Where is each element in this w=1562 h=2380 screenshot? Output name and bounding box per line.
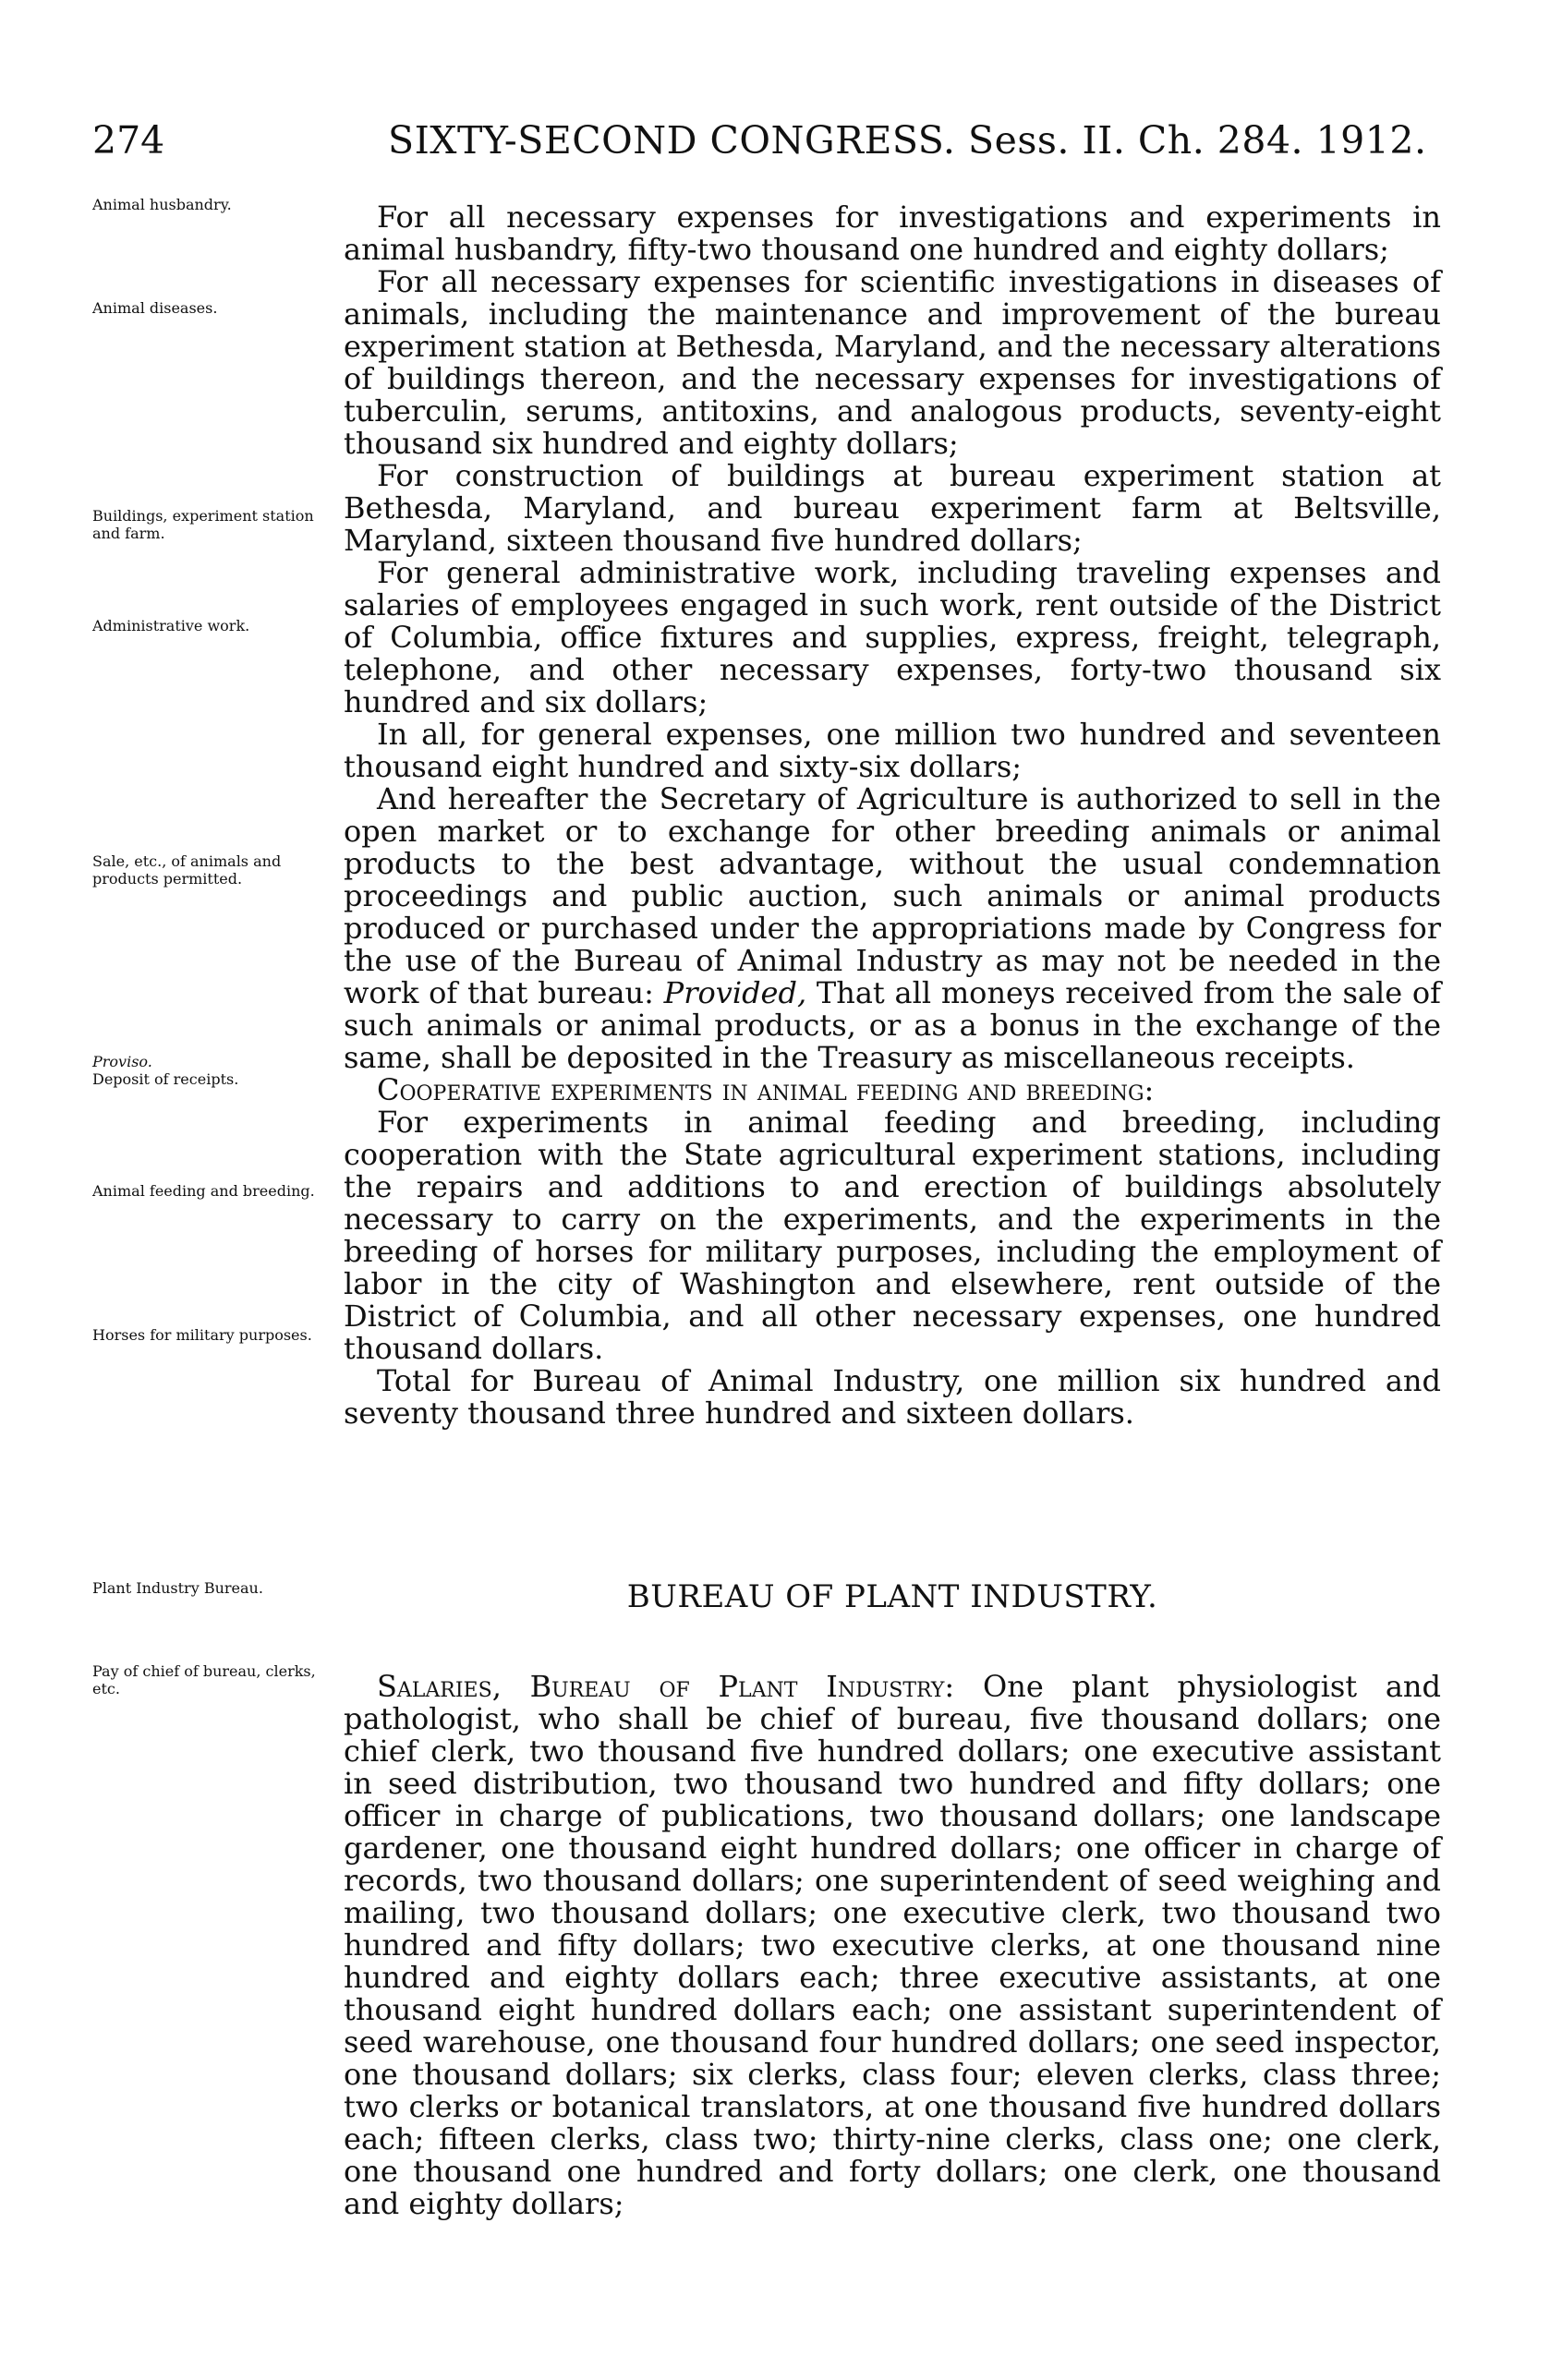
margin-note: Animal diseases. (92, 299, 218, 317)
margin-note: Deposit of receipts. (92, 1070, 239, 1088)
margin-note: Animal feeding and breeding. (92, 1182, 315, 1200)
paragraph: For construction of buildings at bureau experiment station at Bethesda, Maryland, and bureau experiment farm at Beltsville, Maryland, sixteen thousand five hundred dollars; (344, 458, 1441, 558)
cooperative-heading: Cooperative experiments in animal feeding and breeding: (377, 1072, 1155, 1107)
paragraph: For all necessary expenses for scientific investigations in diseases of animals, including the maintenance and improvement of the bureau experiment station at Bethesda, Maryland, and the necessary alterations of buildings thereon, and the necessary expenses for investigations of tuberculin, serums, antitoxins, and analogous products, seventy-eight thousand six hundred and eighty dollars; (344, 264, 1441, 461)
paragraph-text: And hereafter the Secretary of Agriculture is authorized to sell in the open market or to exchange for other breeding animals or animal products to the best advantage, without the usual condemnation proceedings and public auction, such animals or animal products produced or purchased under the appropriations made by Congress for the use of the Bureau of Animal Industry as may not be needed in the work of that bureau: (344, 781, 1441, 1010)
margin-note: Administrative work. (92, 617, 250, 634)
body-text-plant-industry (344, 1578, 1442, 2221)
paragraph: For experiments in animal feeding and breeding, including cooperation with the State agricultural experiment stations, including the repairs and additions to and erection of buildings absolutely necessary to carry on the experiments, and the experiments in the breeding of horses for military purposes, including the employment of labor in the city of Washington and elsewhere, rent outside of the District of Columbia, and all other necessary expenses, one hundred thousand dollars. (344, 1105, 1441, 1366)
paragraph: For general administrative work, including traveling expenses and salaries of employees engaged in such work, rent outside of the District of Columbia, office fixtures and supplies, express, freight, telegraph, telephone, and other necessary expenses, forty-two thousand six hundred and six dollars; (344, 555, 1441, 719)
margin-note: Sale, etc., of animals and products permitted. (92, 852, 282, 888)
paragraph: In all, for general expenses, one million two hundred and seventeen thousand eight hundred and sixty-six dollars; (344, 717, 1441, 784)
paragraph-salaries (344, 1671, 1441, 2220)
margin-note: Proviso. (92, 1053, 152, 1070)
margin-note: Plant Industry Bureau. (92, 1579, 263, 1597)
margin-note: Animal husbandry. (92, 196, 232, 213)
margin-note: Pay of chief of bureau, clerks, etc. (92, 1662, 316, 1697)
margin-note: Horses for military purposes. (92, 1326, 312, 1344)
page-header (92, 118, 1441, 174)
section-heading: BUREAU OF PLANT INDUSTRY. (626, 1578, 1158, 1615)
page-number: 274 (92, 118, 165, 163)
paragraph: For all necessary expenses for investigations and experiments in animal husbandry, fifty-two thousand one hundred and eighty dollars; (344, 199, 1441, 267)
running-head: SIXTY-SECOND CONGRESS. Sess. II. Ch. 284. 1912. (388, 118, 1427, 163)
paragraph-total: Total for Bureau of Animal Industry, one million six hundred and seventy thousand three hundred and sixteen dollars. (344, 1363, 1441, 1431)
paragraph-proviso (344, 783, 1441, 1074)
margin-note: Buildings, experiment station and farm. (92, 507, 314, 542)
salaries-text: One plant physiologist and pathologist, who shall be chief of bureau, five thousand dollars; one chief clerk, two thousand five hundred dollars; one executive assistant in seed distribution, two thousand two hundred and fifty dollars; one officer in charge of publications, two thousand dollars; one landscape gardener, one thousand eight hundred dollars; one officer in charge of records, two thousand dollars; one superintendent of seed weighing and mailing, two thousand dollars; one executive clerk, two thousand two hundred and fifty dollars; two executive clerks, at one thousand nine hundred and eighty dollars each; three executive assistants, at one thousand eight hundred dollars each; one assistant superintendent of seed warehouse, one thousand four hundred dollars; one seed inspector, one thousand dollars; six clerks, class four; eleven clerks, class three; two clerks or botanical translators, at one thousand five hundred dollars each; fifteen clerks, class two; thirty-nine clerks, class one; one clerk, one thousand one hundred and forty dollars; one clerk, one thousand and eighty dollars; (344, 1669, 1442, 2221)
salaries-lead: Salaries, Bureau of Plant Industry: (377, 1669, 955, 1704)
body-text-animal-industry (344, 201, 1441, 1430)
paragraph-text: That all moneys received from the sale of such animals or animal products, or as a bonus in the exchange of the same, shall be deposited in the Treasury as miscellaneous receipts. (344, 975, 1441, 1075)
proviso-term: Provided, (663, 975, 807, 1010)
paragraph-cooperative (344, 1074, 1441, 1106)
